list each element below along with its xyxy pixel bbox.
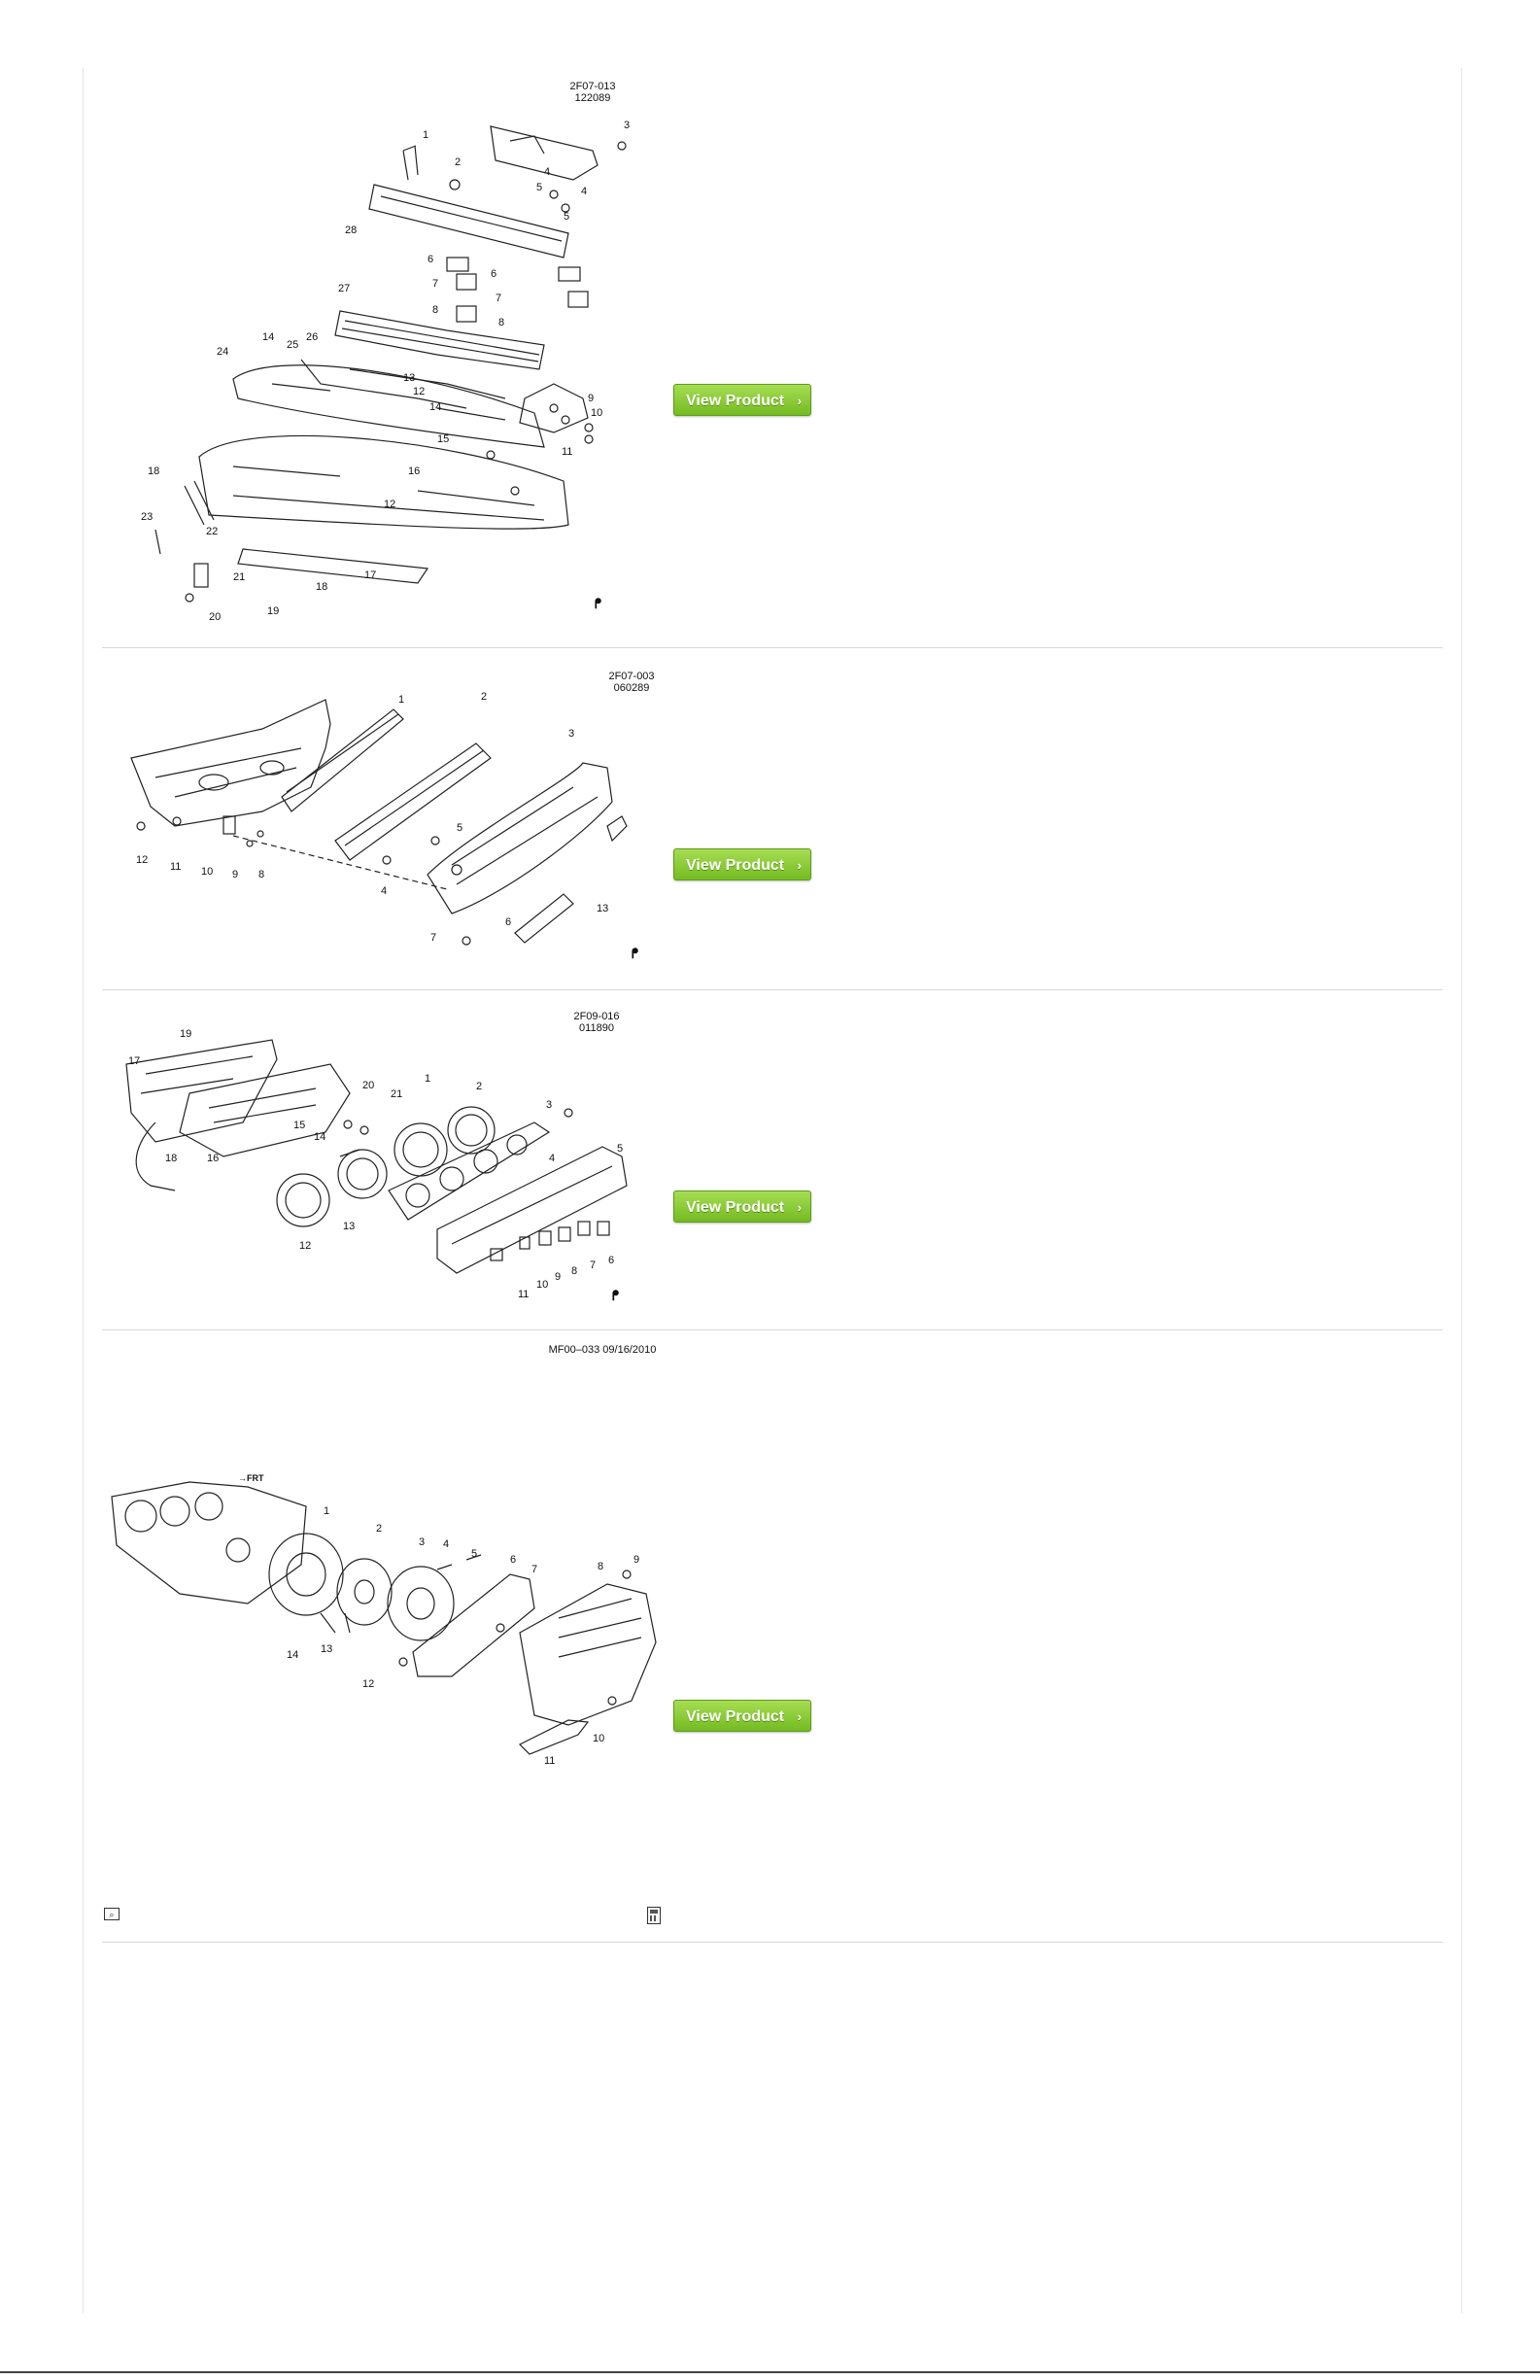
svg-text:4: 4 xyxy=(581,186,588,197)
front-bumper-exploded-diagram xyxy=(126,107,670,622)
svg-text:18: 18 xyxy=(148,466,160,477)
view-product-label: View Product xyxy=(686,393,785,409)
svg-text:5: 5 xyxy=(457,822,463,834)
svg-text:8: 8 xyxy=(598,1561,604,1572)
svg-text:4: 4 xyxy=(381,885,388,897)
view-product-button-2[interactable] xyxy=(673,848,811,880)
svg-text:11: 11 xyxy=(170,861,182,873)
svg-text:7: 7 xyxy=(496,293,502,304)
svg-text:22: 22 xyxy=(206,526,219,537)
svg-text:12: 12 xyxy=(136,854,149,866)
svg-text:8: 8 xyxy=(432,304,439,316)
svg-text:6: 6 xyxy=(608,1255,615,1266)
svg-text:12: 12 xyxy=(362,1678,375,1690)
svg-text:11: 11 xyxy=(562,446,573,458)
svg-text:6: 6 xyxy=(491,268,497,280)
svg-text:15: 15 xyxy=(293,1120,306,1131)
rear-bumper-exploded-diagram xyxy=(117,671,661,972)
diagram-code-line1: 2F07-003 xyxy=(608,671,655,682)
front-arrow-label: →FRT xyxy=(238,1473,264,1483)
svg-text:1: 1 xyxy=(398,694,405,706)
svg-text:10: 10 xyxy=(201,866,214,878)
svg-text:6: 6 xyxy=(510,1554,517,1566)
svg-text:7: 7 xyxy=(590,1259,597,1271)
svg-text:8: 8 xyxy=(498,317,505,328)
svg-text:2: 2 xyxy=(376,1523,383,1535)
svg-text:5: 5 xyxy=(536,182,543,193)
svg-text:13: 13 xyxy=(343,1221,356,1232)
svg-text:6: 6 xyxy=(428,254,434,265)
diagram-code xyxy=(539,1344,666,1356)
svg-text:25: 25 xyxy=(287,339,299,351)
view-product-button-3[interactable] xyxy=(673,1190,811,1223)
svg-text:ᖰ: ᖰ xyxy=(632,946,639,961)
svg-text:12: 12 xyxy=(299,1240,312,1252)
svg-text:14: 14 xyxy=(429,401,442,413)
svg-text:4: 4 xyxy=(549,1153,556,1164)
svg-text:7: 7 xyxy=(432,278,439,290)
svg-text:4: 4 xyxy=(443,1538,450,1550)
instrument-cluster-exploded-diagram xyxy=(117,1016,661,1307)
diagram-code-line2: 060289 xyxy=(613,682,650,694)
view-product-label: View Product xyxy=(686,1199,785,1216)
svg-text:20: 20 xyxy=(362,1080,375,1091)
svg-text:19: 19 xyxy=(267,605,280,617)
calculator-icon[interactable] xyxy=(647,1907,661,1924)
diagram-code-line2: 122089 xyxy=(574,92,611,104)
svg-text:ᖰ: ᖰ xyxy=(595,596,602,611)
svg-text:14: 14 xyxy=(287,1649,299,1661)
svg-text:11: 11 xyxy=(544,1755,556,1767)
svg-text:7: 7 xyxy=(430,932,437,944)
svg-text:15: 15 xyxy=(437,433,450,445)
svg-text:28: 28 xyxy=(345,224,358,236)
svg-text:ᖰ: ᖰ xyxy=(612,1288,620,1303)
svg-text:8: 8 xyxy=(258,869,265,880)
view-product-label: View Product xyxy=(686,857,785,874)
svg-text:6: 6 xyxy=(505,916,512,928)
svg-text:10: 10 xyxy=(536,1279,549,1291)
diagram-code-line2: 011890 xyxy=(579,1022,614,1034)
svg-text:12: 12 xyxy=(413,386,426,397)
svg-text:9: 9 xyxy=(555,1271,562,1283)
chevron-right-icon: › xyxy=(797,858,802,873)
chevron-right-icon: › xyxy=(797,394,802,408)
clutch-assembly-exploded-diagram xyxy=(102,1467,675,1769)
diagram-code-line1: MF00–033 09/16/2010 xyxy=(548,1344,657,1356)
svg-text:16: 16 xyxy=(207,1153,220,1164)
svg-text:11: 11 xyxy=(518,1289,530,1300)
diagram-code-line1: 2F07-013 xyxy=(569,81,616,92)
svg-text:10: 10 xyxy=(591,407,603,419)
row-separator xyxy=(102,989,1443,990)
diagram-code xyxy=(559,81,627,104)
svg-text:4: 4 xyxy=(544,166,551,178)
svg-text:17: 17 xyxy=(128,1055,141,1067)
svg-text:8: 8 xyxy=(571,1265,578,1277)
svg-text:17: 17 xyxy=(364,569,377,581)
svg-text:13: 13 xyxy=(321,1643,333,1655)
svg-text:21: 21 xyxy=(391,1088,403,1100)
row-separator xyxy=(102,647,1443,648)
svg-text:1: 1 xyxy=(425,1073,431,1085)
svg-text:3: 3 xyxy=(419,1536,426,1548)
view-product-button-4[interactable] xyxy=(673,1700,811,1732)
svg-text:2: 2 xyxy=(476,1081,483,1092)
row-separator xyxy=(102,1329,1443,1330)
svg-text:9: 9 xyxy=(232,869,239,880)
svg-text:5: 5 xyxy=(617,1143,624,1155)
svg-text:20: 20 xyxy=(209,611,222,622)
row-separator xyxy=(102,1942,1443,1943)
svg-text:14: 14 xyxy=(262,331,275,343)
svg-text:27: 27 xyxy=(338,283,351,294)
svg-text:5: 5 xyxy=(471,1548,478,1560)
svg-text:1: 1 xyxy=(324,1505,330,1517)
svg-text:9: 9 xyxy=(588,393,595,404)
svg-text:18: 18 xyxy=(165,1153,178,1164)
diagram-code-line1: 2F09-016 xyxy=(573,1011,620,1022)
view-product-label: View Product xyxy=(686,1708,785,1725)
svg-text:2: 2 xyxy=(455,156,462,168)
svg-text:5: 5 xyxy=(564,211,570,223)
svg-text:10: 10 xyxy=(593,1733,605,1744)
svg-text:24: 24 xyxy=(217,346,229,358)
svg-text:3: 3 xyxy=(568,728,575,740)
svg-text:9: 9 xyxy=(633,1554,640,1566)
svg-text:19: 19 xyxy=(180,1028,192,1040)
svg-text:2: 2 xyxy=(481,691,488,703)
svg-text:3: 3 xyxy=(546,1099,553,1111)
zoom-icon[interactable]: ⌕ xyxy=(104,1908,120,1920)
svg-text:16: 16 xyxy=(408,466,421,477)
svg-text:14: 14 xyxy=(314,1131,326,1143)
svg-text:23: 23 xyxy=(141,511,154,523)
chevron-right-icon: › xyxy=(797,1200,802,1215)
footer-divider xyxy=(0,2371,1540,2373)
svg-text:1: 1 xyxy=(423,129,429,141)
svg-text:13: 13 xyxy=(597,903,609,914)
chevron-right-icon: › xyxy=(797,1709,802,1724)
svg-text:13: 13 xyxy=(403,372,416,384)
svg-text:12: 12 xyxy=(384,499,396,510)
svg-text:21: 21 xyxy=(233,571,246,583)
view-product-button-1[interactable] xyxy=(673,384,811,416)
svg-text:3: 3 xyxy=(624,120,631,131)
svg-text:7: 7 xyxy=(531,1564,538,1575)
svg-text:18: 18 xyxy=(316,581,328,593)
svg-text:26: 26 xyxy=(306,331,319,343)
